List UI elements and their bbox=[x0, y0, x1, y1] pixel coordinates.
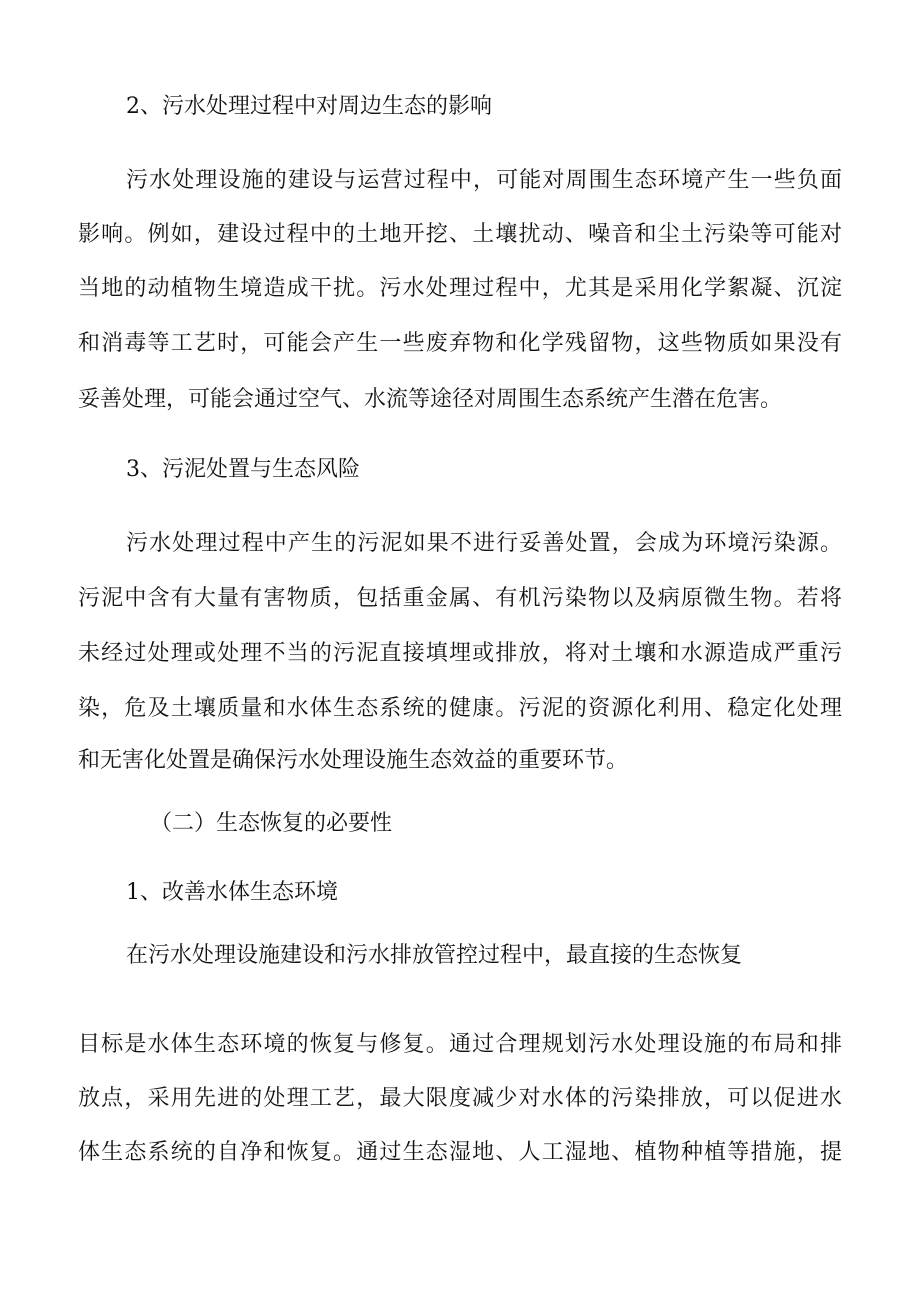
subsection-title: （二）生态恢复的必要性 bbox=[150, 811, 393, 836]
section-2-heading: 2、污水处理过程中对周边生态的影响 bbox=[126, 94, 492, 119]
paragraph-line: 体生态系统的自净和恢复。通过生态湿地、人工湿地、植物种植等措施，提 bbox=[78, 1140, 842, 1165]
paragraph-line: 污水处理设施的建设与运营过程中，可能对周围生态环境产生一些负面 bbox=[126, 168, 842, 193]
paragraph-line: 当地的动植物生境造成干扰。污水处理过程中，尤其是采用化学絮凝、沉淀 bbox=[78, 276, 842, 301]
paragraph-line: 污水处理过程中产生的污泥如果不进行妥善处置，会成为环境污染源。 bbox=[126, 531, 842, 556]
paragraph-line: 未经过处理或处理不当的污泥直接填埋或排放，将对土壤和水源造成严重污 bbox=[78, 641, 842, 666]
paragraph-line: 污泥中含有大量有害物质，包括重金属、有机污染物以及病原微生物。若将 bbox=[78, 586, 842, 611]
paragraph-line: 染，危及土壤质量和水体生态系统的健康。污泥的资源化利用、稳定化处理 bbox=[78, 696, 842, 721]
section-3-heading: 3、污泥处置与生态风险 bbox=[126, 457, 360, 482]
paragraph-line: 影响。例如，建设过程中的土地开挖、土壤扰动、噪音和尘土污染等可能对 bbox=[78, 222, 842, 247]
paragraph-line: 在污水处理设施建设和污水排放管控过程中，最直接的生态恢复 bbox=[126, 943, 743, 968]
paragraph-line: 和无害化处置是确保污水处理设施生态效益的重要环节。 bbox=[78, 748, 629, 773]
paragraph-line: 放点，采用先进的处理工艺，最大限度减少对水体的污染排放，可以促进水 bbox=[78, 1086, 842, 1111]
paragraph-line: 和消毒等工艺时，可能会产生一些废弃物和化学残留物，这些物质如果没有 bbox=[78, 331, 842, 356]
paragraph-line: 妥善处理，可能会通过空气、水流等途径对周围生态系统产生潜在危害。 bbox=[78, 387, 783, 412]
item-1-heading: 1、改善水体生态环境 bbox=[126, 880, 338, 905]
paragraph-line: 目标是水体生态环境的恢复与修复。通过合理规划污水处理设施的布局和排 bbox=[78, 1032, 842, 1057]
